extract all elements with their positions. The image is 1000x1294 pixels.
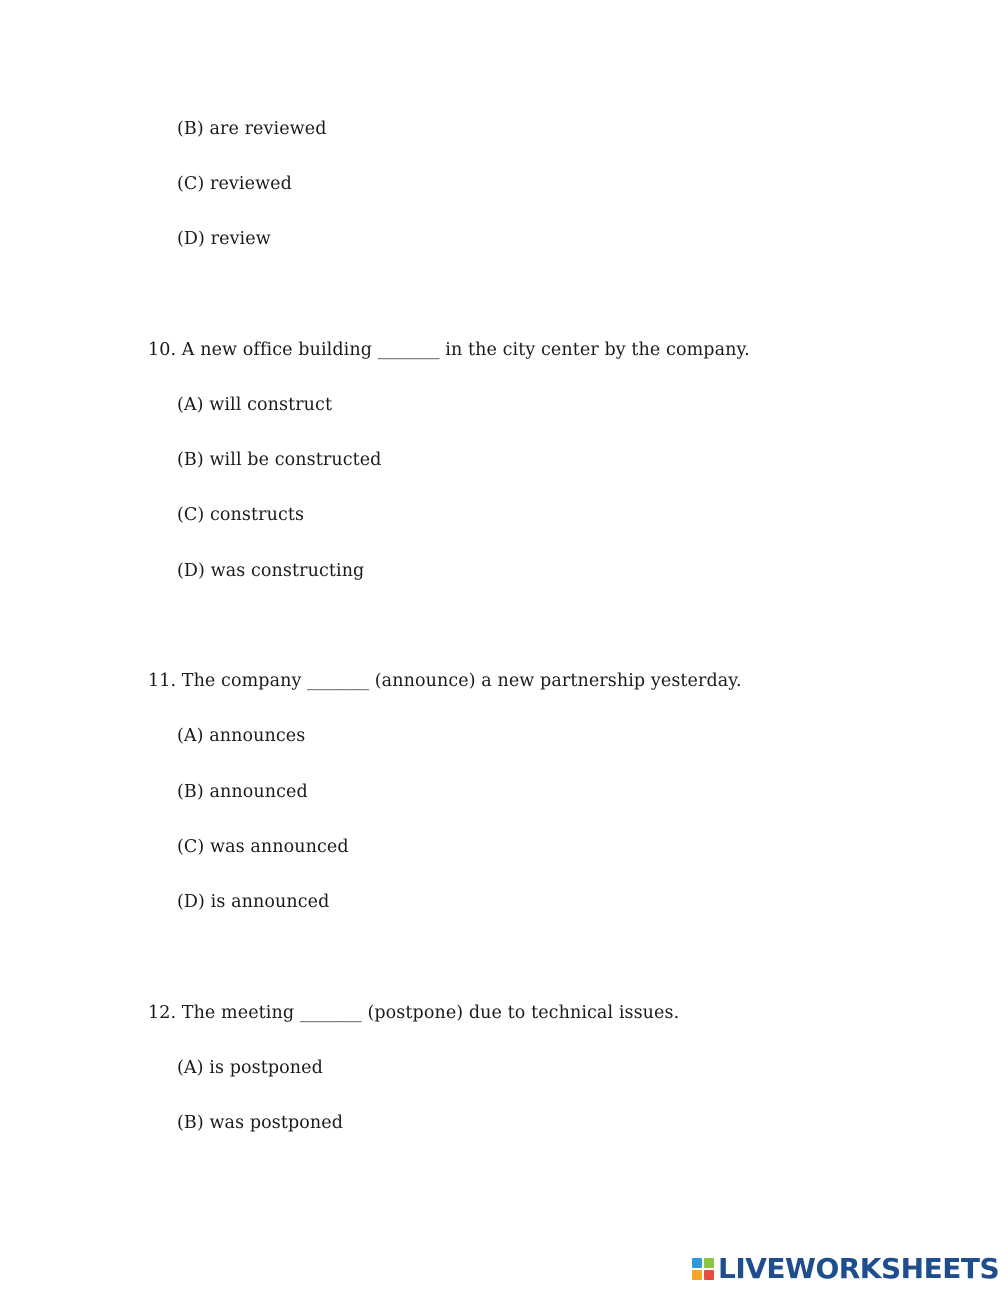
logo-wordmark: LIVEWORKSHEETS — [718, 1252, 1000, 1285]
q12-option-b: (B) was postponed — [177, 1113, 344, 1133]
option-d-review: (D) review — [177, 229, 271, 249]
option-b-are-reviewed: (B) are reviewed — [177, 119, 327, 139]
q11-option-d: (D) is announced — [177, 892, 330, 912]
logo-mark-tile — [692, 1270, 702, 1280]
option-c-reviewed: (C) reviewed — [177, 174, 292, 194]
liveworksheets-logo-icon — [692, 1258, 714, 1280]
logo-mark-tile — [704, 1258, 714, 1268]
q10-option-b: (B) will be constructed — [177, 450, 382, 470]
logo-mark-tile — [692, 1258, 702, 1268]
question-12: 12. The meeting _______ (postpone) due to technical issues. — [148, 1003, 680, 1023]
q12-option-a: (A) is postponed — [177, 1058, 323, 1078]
liveworksheets-logo — [692, 1253, 999, 1285]
q10-option-a: (A) will construct — [177, 395, 333, 415]
q11-option-b: (B) announced — [177, 782, 308, 802]
q10-option-d: (D) was constructing — [177, 561, 365, 581]
q11-option-c: (C) was announced — [177, 837, 349, 857]
question-11: 11. The company _______ (announce) a new partnership yesterday. — [148, 671, 742, 691]
logo-mark-tile — [704, 1270, 714, 1280]
q11-option-a: (A) announces — [177, 726, 306, 746]
question-10: 10. A new office building _______ in the city center by the company. — [148, 340, 750, 360]
q10-option-c: (C) constructs — [177, 505, 305, 525]
